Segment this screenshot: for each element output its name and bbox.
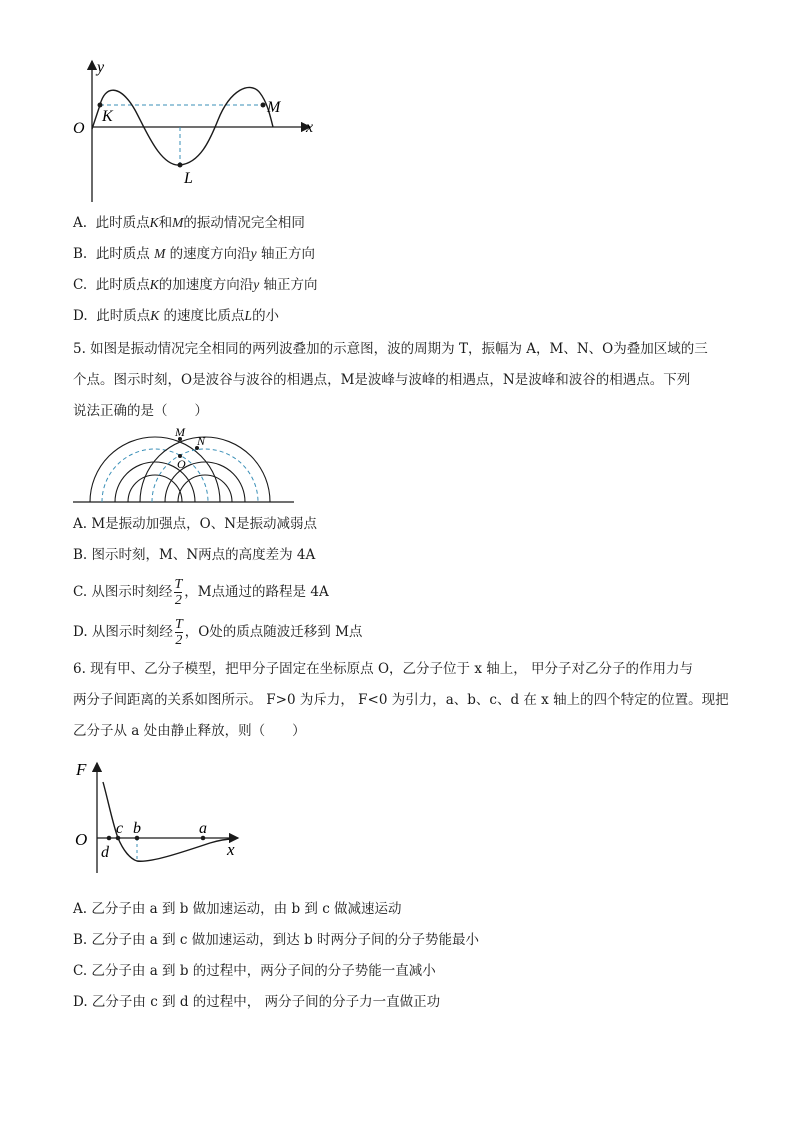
origin-label: O [75,830,88,849]
q4-option-c: C. 此时质点K的加速度方向沿y 轴正方向 [73,277,318,293]
point-m-dot [261,103,266,108]
wave-curve [92,87,273,165]
q5-stem-line-3: 说法正确的是（ ） [73,403,208,419]
q5-stem-line-2: 个点。图示时刻，O是波谷与波谷的相遇点，M是波峰与波峰的相遇点，N是波峰和波谷的相遇点。下列 [73,372,691,388]
q4-option-a: A. 此时质点K和M的振动情况完全相同 [73,215,305,231]
wave-figure [60,55,330,210]
point-k-label: K [102,108,113,125]
q6-stem-line-1: 6. 现有甲、乙分子模型，把甲分子固定在坐标原点 O，乙分子位于 x 轴上， 甲分子对乙分子的作用力与 [73,661,694,677]
point-a-label: a [199,820,207,837]
q5-option-d: D. 从图示时刻经 $\frac{T}{2}$ ，O处的质点随波迁移到 M点 [73,617,363,648]
force-distance-figure [70,755,250,880]
point-c-label: c [116,820,124,837]
f-axis-label: F [76,760,87,779]
q6-stem-line-2: 两分子间距离的关系如图所示。 F>0 为斥力， F<0 为引力，a、b、c、d 在 x 轴上的四个特定的位置。现把 [73,692,729,708]
fraction-t-over-2: $\frac{T}{2}$ [174,617,183,648]
q4-option-d: D. 此时质点K 的速度比质点L的小 [73,308,280,324]
origin-label: O [73,120,85,137]
q5-option-a: A. M是振动加强点，O、N是振动减弱点 [73,516,318,532]
point-m-label: M [175,425,185,439]
x-axis-label: x [227,840,235,859]
fraction-t-over-2: $\frac{T}{2}$ [174,577,183,608]
q4-option-b: B. 此时质点 M 的速度方向沿y 轴正方向 [73,246,315,262]
x-axis-label: x [306,119,314,136]
point-b-label: b [133,820,141,837]
q5-stem-line-1: 5. 如图是振动情况完全相同的两列波叠加的示意图，波的周期为 T，振幅为 A，M、N、O为叠加区域的三 [73,341,708,357]
point-m-label: M [267,99,281,116]
point-o-label: O [177,457,186,471]
q6-option-d: D. 乙分子由 c 到 d 的过程中， 两分子间的分子力一直做正功 [73,994,441,1010]
right-wave-inner [178,475,232,502]
q5-option-c: C. 从图示时刻经 $\frac{T}{2}$ ，M点通过的路程是 4A [73,577,329,608]
interference-figure [70,424,300,506]
q6-option-a: A. 乙分子由 a 到 b 做加速运动，由 b 到 c 做减速运动 [73,901,402,917]
point-l-dot [178,163,183,168]
y-axis-label: y [97,59,105,76]
point-d-dot [107,836,112,841]
point-d-label: d [101,844,109,861]
left-wave-inner [128,475,182,502]
q6-option-c: C. 乙分子由 a 到 b 的过程中，两分子间的分子势能一直减小 [73,963,436,979]
point-k-dot [98,103,103,108]
q5-option-b: B. 图示时刻，M、N两点的高度差为 4A [73,547,316,563]
q6-stem-line-3: 乙分子从 a 处由静止释放，则（ ） [73,723,306,739]
q6-option-b: B. 乙分子由 a 到 c 做加速运动，到达 b 时两分子间的分子势能最小 [73,932,480,948]
point-n-label: N [197,434,206,448]
point-l-label: L [184,170,193,187]
